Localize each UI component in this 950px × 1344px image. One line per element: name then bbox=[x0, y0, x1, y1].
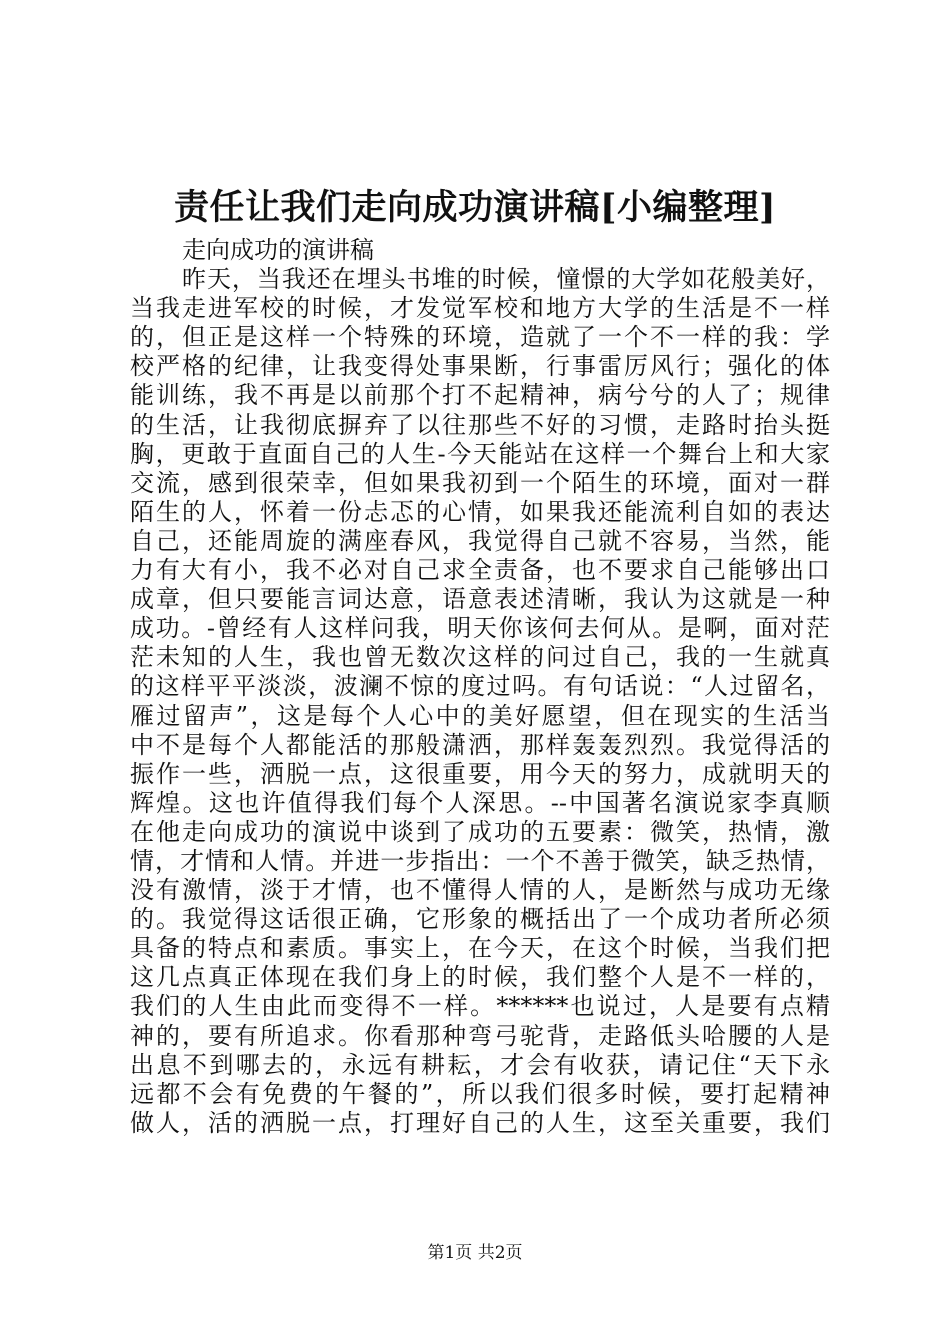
text-line: 神的，要有所追求。你看那种弯弓驼背，走路低头哈腰的人是 bbox=[130, 1021, 830, 1050]
text-line: 中不是每个人都能活的那般潇洒，那样轰轰烈烈。我觉得活的 bbox=[130, 730, 830, 759]
text-line: 胸，更敢于直面自己的人生-今天能站在这样一个舞台上和大家 bbox=[130, 439, 830, 468]
text-line: 成功。-曾经有人这样问我，明天你该何去何从。是啊，面对茫 bbox=[130, 614, 830, 643]
page-number: 第1页 共2页 bbox=[427, 1243, 523, 1263]
document-body bbox=[130, 236, 830, 1138]
text-line: 雁过留声”，这是每个人心中的美好愿望，但在现实的生活当 bbox=[130, 701, 830, 730]
text-line: 的。我觉得这话很正确，它形象的概括出了一个成功者所必须 bbox=[130, 905, 830, 934]
text-line: 交流，感到很荣幸，但如果我初到一个陌生的环境，面对一群 bbox=[130, 468, 830, 497]
text-line: 力有大有小，我不必对自己求全责备，也不要求自己能够出口 bbox=[130, 556, 830, 585]
text-line: 情，才情和人情。并进一步指出：一个不善于微笑，缺乏热情， bbox=[130, 846, 830, 875]
text-line: 没有激情，淡于才情，也不懂得人情的人，是断然与成功无缘 bbox=[130, 876, 830, 905]
text-line: 当我走进军校的时候，才发觉军校和地方大学的生活是不一样 bbox=[130, 294, 830, 323]
text-line: 在他走向成功的演说中谈到了成功的五要素：微笑，热情，激 bbox=[130, 817, 830, 846]
document-title: 责任让我们走向成功演讲稿[小编整理] bbox=[173, 187, 777, 228]
text-line: 茫未知的人生，我也曾无数次这样的问过自己，我的一生就真 bbox=[130, 643, 830, 672]
text-line: 这几点真正体现在我们身上的时候，我们整个人是不一样的， bbox=[130, 963, 830, 992]
text-line: 具备的特点和素质。事实上，在今天，在这个时候，当我们把 bbox=[130, 934, 830, 963]
text-line: 振作一些，洒脱一点，这很重要，用今天的努力，成就明天的 bbox=[130, 759, 830, 788]
text-line: 出息不到哪去的，永远有耕耘，才会有收获，请记住“天下永 bbox=[130, 1050, 830, 1079]
text-line: 的这样平平淡淡，波澜不惊的度过吗。有句话说：“人过留名， bbox=[130, 672, 830, 701]
text-line: 的生活，让我彻底摒弃了以往那些不好的习惯，走路时抬头挺 bbox=[130, 410, 830, 439]
subtitle-line: 走向成功的演讲稿 bbox=[182, 236, 374, 264]
text-line: 我们的人生由此而变得不一样。******也说过，人是要有点精 bbox=[130, 992, 830, 1021]
text-line: 能训练，我不再是以前那个打不起精神，病兮兮的人了；规律 bbox=[130, 381, 830, 410]
text-line: 校严格的纪律，让我变得处事果断，行事雷厉风行；强化的体 bbox=[130, 352, 830, 381]
text-line: 做人，活的洒脱一点，打理好自己的人生，这至关重要，我们 bbox=[130, 1108, 830, 1137]
text-line: 的，但正是这样一个特殊的环境，造就了一个不一样的我：学 bbox=[130, 323, 830, 352]
text-line: 远都不会有免费的午餐的”，所以我们很多时候，要打起精神 bbox=[130, 1079, 830, 1108]
text-line: 昨天，当我还在埋头书堆的时候，憧憬的大学如花般美好， bbox=[182, 265, 830, 294]
text-line: 成章，但只要能言词达意，语意表述清晰，我认为这就是一种 bbox=[130, 585, 830, 614]
text-line: 陌生的人，怀着一份忐忑的心情，如果我还能流利自如的表达 bbox=[130, 497, 830, 526]
text-line: 辉煌。这也许值得我们每个人深思。--中国著名演说家李真顺 bbox=[130, 788, 830, 817]
text-line: 自己，还能周旋的满座春风，我觉得自己就不容易，当然，能 bbox=[130, 526, 830, 555]
